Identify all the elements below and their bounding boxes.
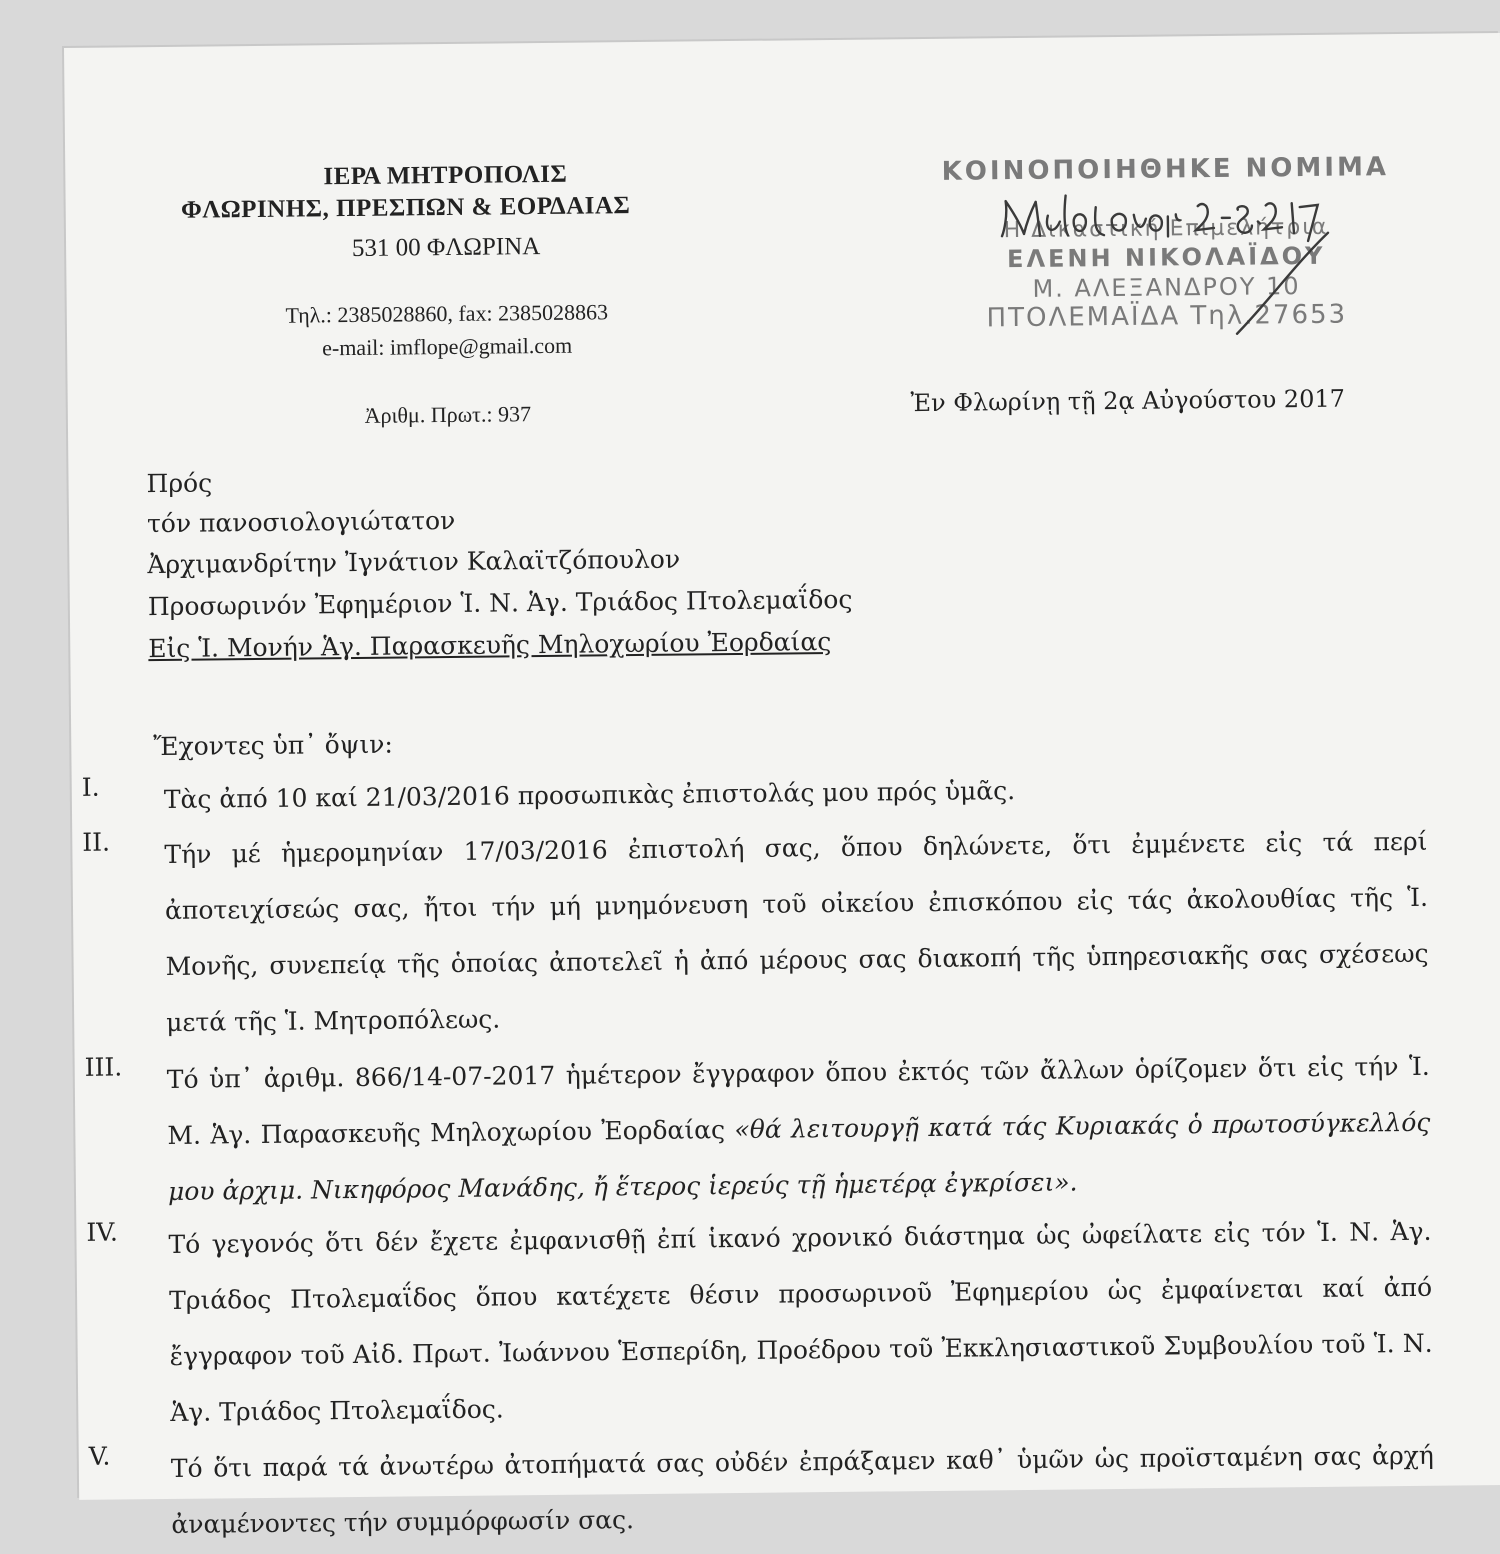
metropolis-subtitle: ΦΛΩΡΙΝΗΣ, ΠΡΕΣΠΩΝ & ΕΟΡΔΑΙΑΣ: [180, 192, 631, 224]
contact-email: e-mail: imflope@gmail.com: [322, 332, 573, 361]
item-text-plain: Τό ὑπ᾽ ἀριθμ. 866/14-07-2017 ἡμέτερον ἔγγραφον ὅπου ἐκτός τῶν ἄλλων ὁρίζομεν ὅτι εἰς τήν Ἱ. Μ. Ἁγ. Παρασκευῆς Μηλοχωρίου Ἐορδαίας: [166, 1051, 1430, 1150]
list-item: [81, 759, 1427, 814]
item-number: II.: [82, 827, 111, 857]
item-text: Τήν μέ ἡμερομηνίαν 17/03/2016 ἐπιστολή σας, ὅπου δηλώνετε, ὅτι ἐμμένετε εἰς τά περί ἀποτειχίσεώς σας, ἤτοι τήν μή μνημόνευση τοῦ οἰκείου ἐπισκόπου εἰς τάς ἀκολουθίας τῆς Ἱ. Μονῆς, συνεπείᾳ τῆς ὁποίας ἀποτελεῖ ἡ ἀπό μέρους σας διακοπή τῆς ὑπηρεσιακῆς σας σχέσεως μετά τῆς Ἱ. Μητροπόλεως.: [164, 826, 1429, 1037]
item-text: [167, 1039, 1432, 1220]
document-date: Ἐν Φλωρίνῃ τῇ 2ᾳ Αὐγούστου 2017: [910, 384, 1346, 418]
recipient-line-name: Ἀρχιμανδρίτην Ἰγνάτιον Καλαϊτζόπουλον: [147, 544, 681, 580]
handwritten-signature: [935, 152, 1397, 362]
stamp-line-bailiff: Η Δικαστική Επιμελήτρια: [1003, 214, 1329, 244]
contact-phone: Τηλ.: 2385028860, fax: 2385028863: [285, 299, 609, 328]
stamp-line-name: ΕΛΕΝΗ ΝΙΚΟΛΑΪΔΟΥ: [1006, 241, 1326, 274]
recipient-line-address: Εἰς Ἱ. Μονήν Ἁγ. Παρασκευῆς Μηλοχωρίου Ἐορδαίας: [148, 626, 832, 664]
item-text: Τό ὅτι παρά τά ἀνωτέρω ἀτοπήματά σας οὐδέν ἐπράξαμεν καθ᾽ ὑμῶν ὡς προϊσταμένη σας ἀρχή ἀναμένοντες τήν συμμόρφωσίν σας.: [170, 1440, 1434, 1539]
metropolis-title: ΙΕΡΑ ΜΗΤΡΟΠΟΛΙΣ: [323, 160, 568, 191]
protocol-number: Ἀριθμ. Πρωτ.: 937: [364, 401, 532, 428]
item-number: I.: [81, 772, 100, 802]
item-number: III.: [84, 1052, 123, 1082]
court-bailiff-stamp: [935, 152, 1397, 362]
item-number: IV.: [86, 1217, 119, 1247]
recipient-line-position: Προσωρινόν Ἐφημέριον Ἱ. Ν. Ἁγ. Τριάδος Πτολεμαΐδος: [147, 584, 853, 622]
document-page: [64, 33, 1500, 1539]
item-text: Τό γεγονός ὅτι δέν ἔχετε ἐμφανισθῇ ἐπί ἱκανό χρονικό διάστημα ὡς ὠφείλατε εἰς τόν Ἱ. Ν. Ἁγ. Τριάδος Πτολεμαΐδος ὅπου κατέχετε θέσιν προσωρινοῦ Ἐφημερίου ὡς ἐμφαίνεται καί ἀπό ἔγγραφον τοῦ Αἰδ. Πρωτ. Ἰωάννου Ἑσπερίδη, Προέδρου τοῦ Ἐκκλησιαστικοῦ Συμβουλίου τοῦ Ἱ. Ν. Ἁγ. Τριάδος Πτολεμαΐδος.: [168, 1216, 1433, 1427]
stamp-line-notified: ΚΟΙΝΟΠΟΙΗΘΗΚΕ ΝΟΜΙΜΑ: [941, 152, 1390, 187]
item-text: Τὰς ἀπό 10 καί 21/03/2016 προσωπικὰς ἐπιστολάς μου πρός ὑμᾶς.: [163, 776, 1016, 814]
intro-text: Ἔχοντες ὑπ᾽ ὄψιν:: [153, 729, 393, 762]
item-text-quote: «θά λειτουργῇ κατά τάς Κυριακάς ὁ πρωτοσύγκελλός μου ἀρχιμ. Νικηφόρος Μανάδης, ἤ ἕτερος ἱερεύς τῇ ἡμετέρᾳ ἐγκρίσει».: [167, 1107, 1431, 1206]
stamp-line-address: Μ. ΑΛΕΞΑΝΔΡΟΥ 10: [1032, 272, 1301, 303]
item-number: V.: [88, 1441, 111, 1471]
recipient-line-to: Πρός: [146, 468, 213, 499]
recipient-line-title: τόν πανοσιολογιώτατον: [146, 505, 456, 539]
metropolis-city: 531 00 ΦΛΩΡΙΝΑ: [351, 233, 541, 262]
stamp-line-city: ΠΤΟΛΕΜΑΪΔΑ Τηλ.27653: [986, 299, 1348, 334]
